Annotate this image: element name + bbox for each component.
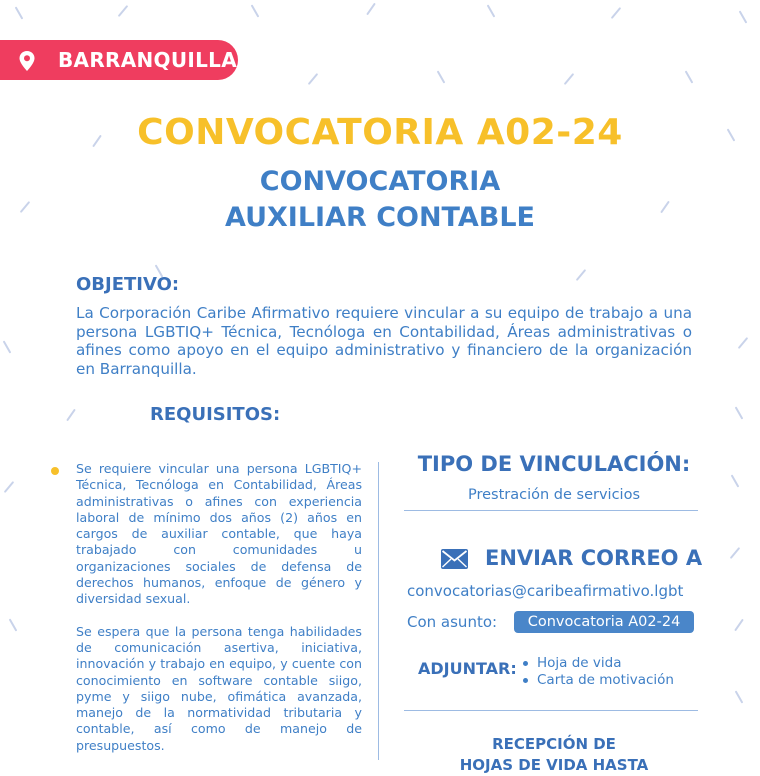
decorative-dash [9,618,18,631]
decorative-dash [118,5,129,17]
recepcion-line1: RECEPCIÓN DE [492,735,616,753]
decorative-dash [735,690,744,703]
location-pill [0,40,238,80]
requisitos-heading: REQUISITOS: [150,404,281,425]
page-subtitle-line1: CONVOCATORIA [259,166,501,197]
decorative-dash [15,6,24,19]
requisitos-bullet [51,467,59,475]
decorative-dash [66,409,76,422]
decorative-dash [734,619,744,632]
decorative-dash [576,269,587,281]
asunto-label: Con asunto: [407,613,498,631]
decorative-dash [4,481,15,493]
page-title: CONVOCATORIA A02-24 [137,112,623,153]
requisitos-paragraph-1: Se requiere vincular una persona LGBTIQ+ Técnica, Tecnóloga en Contabilidad, Áreas administrativas o afines con experiencia laboral de mínimo dos años (2) años en cargos de auxiliar contable, que haya trabajado con comunidades u organizaciones sociales de defensa de derechos humanos, enfoque de género y diversidad sexual. [76,461,362,607]
page-subtitle-line2: AUXILIAR CONTABLE [225,202,535,233]
location-label: BARRANQUILLA [58,48,237,72]
location-pin-icon [18,50,36,72]
list-item: Carta de motivación [522,672,674,689]
decorative-dash [730,547,741,559]
decorative-dash [611,7,622,19]
recepcion-heading [405,734,703,776]
objetivo-text: La Corporación Caribe Afirmativo requiere vincular a su equipo de trabajo a una persona LGBTIQ+ Técnica, Tecnóloga en Contabilidad, Áreas administrativas o afines como apoyo en el equipo administrativo y financiero de la organización en Barranquilla. [76,304,692,378]
decorative-dash [738,337,749,349]
decorative-dash [735,406,744,419]
vinculacion-heading: TIPO DE VINCULACIÓN: [417,452,691,476]
decorative-dash [251,4,260,17]
decorative-dash [739,10,748,23]
correo-heading: ENVIAR CORREO A [485,546,703,570]
envelope-icon [441,549,468,569]
section-divider [404,710,698,711]
decorative-dash [731,474,740,487]
column-divider [378,462,379,760]
decorative-dash [685,70,694,83]
email-link[interactable]: convocatorias@caribeafirmativo.lgbt [407,582,684,600]
decorative-dash [437,70,446,83]
decorative-dash [366,3,376,16]
decorative-dash [564,73,575,85]
asunto-badge: Convocatoria A02-24 [514,611,694,633]
adjuntar-label: ADJUNTAR: [418,659,517,678]
decorative-dash [308,73,319,85]
decorative-dash [3,340,12,353]
decorative-dash [487,4,496,17]
list-item: Hoja de vida [522,655,674,672]
section-divider [404,510,698,511]
objetivo-heading: OBJETIVO: [76,274,180,295]
recepcion-line2: HOJAS DE VIDA HASTA [459,756,649,774]
requisitos-paragraph-2: Se espera que la persona tenga habilidades de comunicación asertiva, iniciativa, innovación y trabajo en equipo, y cuente con conocimiento en software contable siigo, pyme y siigo nube, ofimática avanzada, manejo de la normatividad tributaria y contable, así como de manejo de presupuestos. [76,623,362,753]
requisitos-column [76,461,362,770]
adjuntar-list [522,655,674,689]
vinculacion-value: Prestración de servicios [467,487,641,503]
